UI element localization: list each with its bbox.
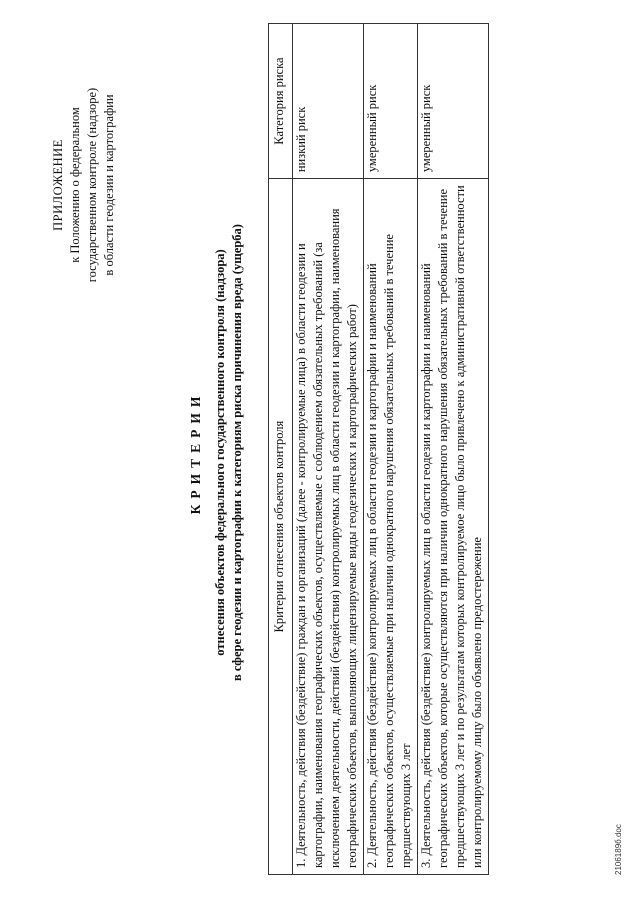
table-row (364, 24, 418, 875)
document-title: КРИТЕРИИ (188, 390, 203, 515)
risk-category-cell: умеренный риск (418, 24, 489, 179)
column-header-criteria: Критерии отнесения объектов контроля (269, 179, 293, 875)
appendix-line: к Положению о федеральном (68, 107, 82, 263)
appendix-block (50, 35, 118, 335)
column-header-category: Категория риска (269, 24, 293, 179)
risk-category-cell: низкий риск (293, 24, 364, 179)
document-id: 2106189б.doc (614, 824, 623, 875)
subtitle-line: отнесения объектов федерального государственного контроля (надзора) (213, 249, 227, 656)
appendix-title: ПРИЛОЖЕНИЕ (51, 139, 65, 231)
table-header-row (269, 24, 293, 875)
risk-category-cell: умеренный риск (364, 24, 418, 179)
criteria-cell: 1. Деятельность, действия (бездействие) граждан и организаций (далее - контролируемые лица) в области геодезии и картографии, наименования географических объектов, осуществляемые с соблюдением обязательных требований (за исключением деятельности, действий (бездействия) контролируемых лиц в области геодезии и картографии, наименования географических объектов, выполняющих лицензируемые виды геодезических и картографических работ) (293, 179, 364, 875)
appendix-line: в области геодезии и картографии (102, 94, 116, 276)
document-subtitle (212, 0, 246, 905)
appendix-line: государственном контроле (надзоре) (85, 87, 99, 283)
table-row (293, 24, 364, 875)
table-row (418, 24, 489, 875)
criteria-cell: 3. Деятельность, действия (бездействие) контролируемых лиц в области геодезии и картографии и наименований географических объектов, которые осуществляются при наличии однократного нарушения обязательных требований в течение предшествующих 3 лет и по результатам которых контролируемое лицо было привлечено к административной ответственности или контролируемому лицу было объявлено предостережение (418, 179, 489, 875)
subtitle-line: в сфере геодезии и картографии к категориям риска причинения вреда (ущерба) (230, 224, 244, 681)
criteria-table (268, 23, 489, 875)
criteria-cell: 2. Деятельность, действия (бездействие) контролируемых лиц в области геодезии и картографии и наименований географических объектов, осуществляемые при наличии однократного нарушения обязательных требований в течение предшествующих 3 лет (364, 179, 418, 875)
